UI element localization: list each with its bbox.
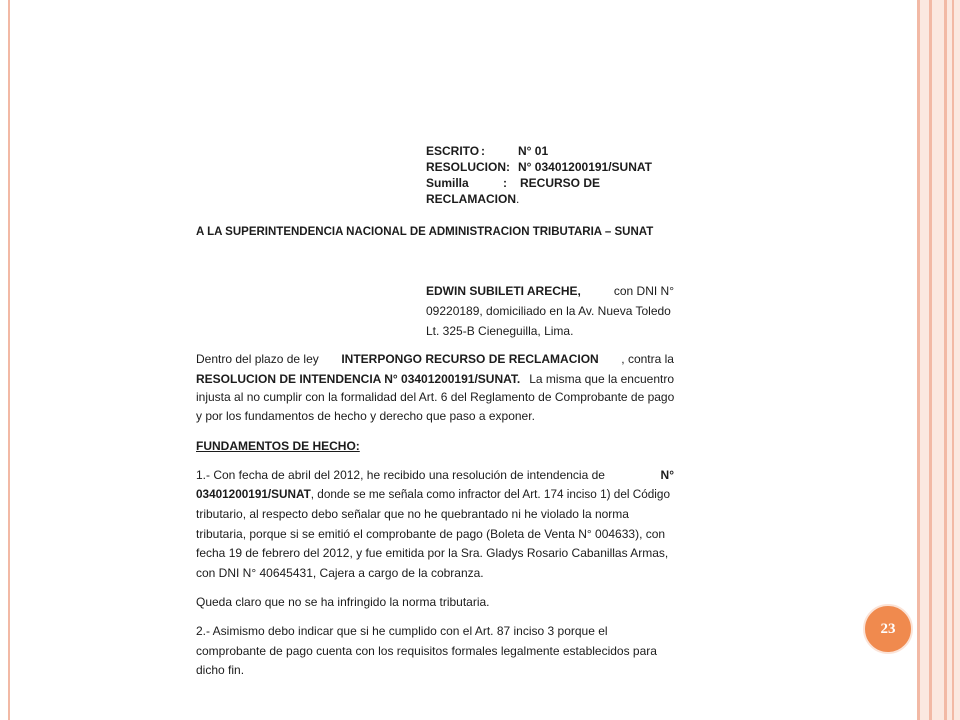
- resolucion-line: [426, 160, 652, 174]
- slide-border-right-line: [952, 0, 954, 720]
- sumilla-period: .: [516, 192, 520, 206]
- sumilla-value-continued: RECLAMACION: [426, 192, 516, 206]
- escrito-line: [426, 144, 548, 158]
- sumilla-separator: :: [503, 176, 507, 190]
- intro-bold: RESOLUCION DE INTENDENCIA N° 03401200191/SUNAT.: [196, 372, 521, 386]
- intro-line-1: [196, 352, 674, 366]
- section-title: FUNDAMENTOS DE HECHO:: [196, 439, 360, 453]
- point2-line-2: comprobante de pago cuenta con los requisitos formales legalmente establecidos para: [196, 644, 657, 658]
- escrito-separator: :: [481, 144, 485, 158]
- point2-line-1: 2.- Asimismo debo indicar que si he cumplido con el Art. 87 inciso 3 porque el: [196, 624, 608, 638]
- sumilla-label: Sumilla: [426, 176, 469, 190]
- slide-border-right-line: [917, 0, 920, 720]
- point1-bold: N°: [660, 468, 674, 482]
- slide-border-right-fill: [920, 0, 960, 720]
- slide-border-right-line: [929, 0, 932, 720]
- point1-bold: 03401200191/SUNAT: [196, 488, 311, 501]
- applicant-dni-label: con DNI N°: [613, 284, 674, 298]
- point1-line-4: tributaria, porque si se emitió el comprobante de pago (Boleta de Venta N° 004633), con: [196, 527, 666, 541]
- intro-line-4: y por los fundamentos de hecho y derecho que paso a exponer.: [196, 409, 535, 423]
- applicant-line-2: 09220189, domiciliado en la Av. Nueva Toledo: [426, 304, 671, 318]
- sumilla-value: RECURSO DE: [520, 176, 601, 190]
- point1-line-3: tributario, al respecto debo señalar que no he quebrantado ni he violado la norma: [196, 507, 629, 521]
- sumilla-line: [426, 176, 600, 190]
- point1-line-2: [196, 488, 670, 502]
- intro-text: Dentro del plazo de ley: [196, 352, 319, 366]
- applicant-line-3: Lt. 325-B Cieneguilla, Lima.: [426, 324, 574, 338]
- point1-line-6: con DNI N° 40645431, Cajera a cargo de la cobranza.: [196, 566, 484, 580]
- resolucion-value: N° 03401200191/SUNAT: [518, 160, 652, 174]
- slide-number-badge: 23: [863, 604, 913, 654]
- applicant-line-1: [426, 284, 674, 298]
- applicant-name: EDWIN SUBILETI ARECHE,: [426, 284, 581, 298]
- resolucion-label: RESOLUCION:: [426, 160, 510, 174]
- escrito-label: ESCRITO: [426, 144, 480, 158]
- point1-text: , donde se me señala como infractor del Art. 174 inciso 1) del Código: [310, 488, 670, 501]
- escrito-value: N° 01: [518, 144, 549, 158]
- slide-border-right-line: [944, 0, 947, 720]
- intro-bold: INTERPONGO RECURSO DE RECLAMACION: [341, 352, 599, 366]
- point1-line-1: [196, 468, 674, 482]
- conclusion: Queda claro que no se ha infringido la norma tributaria.: [196, 595, 490, 609]
- point1-text: 1.- Con fecha de abril del 2012, he recibido una resolución de intendencia de: [196, 468, 605, 482]
- addressee: A LA SUPERINTENDENCIA NACIONAL DE ADMINISTRACION TRIBUTARIA – SUNAT: [196, 226, 654, 238]
- point2-line-3: dicho fin.: [196, 663, 245, 677]
- sumilla-line-2: [426, 192, 519, 206]
- slide-border-left: [8, 0, 10, 720]
- intro-line-3: injusta al no cumplir con la formalidad del Art. 6 del Reglamento de Comprobante de pago: [196, 390, 675, 404]
- point1-line-5: fecha 19 de febrero del 2012, y fue emitida por la Sra. Gladys Rosario Cabanillas Armas,: [196, 546, 669, 560]
- intro-text: La misma que la encuentro: [529, 372, 674, 386]
- intro-line-2: [196, 372, 674, 386]
- intro-text: , contra la: [621, 352, 674, 366]
